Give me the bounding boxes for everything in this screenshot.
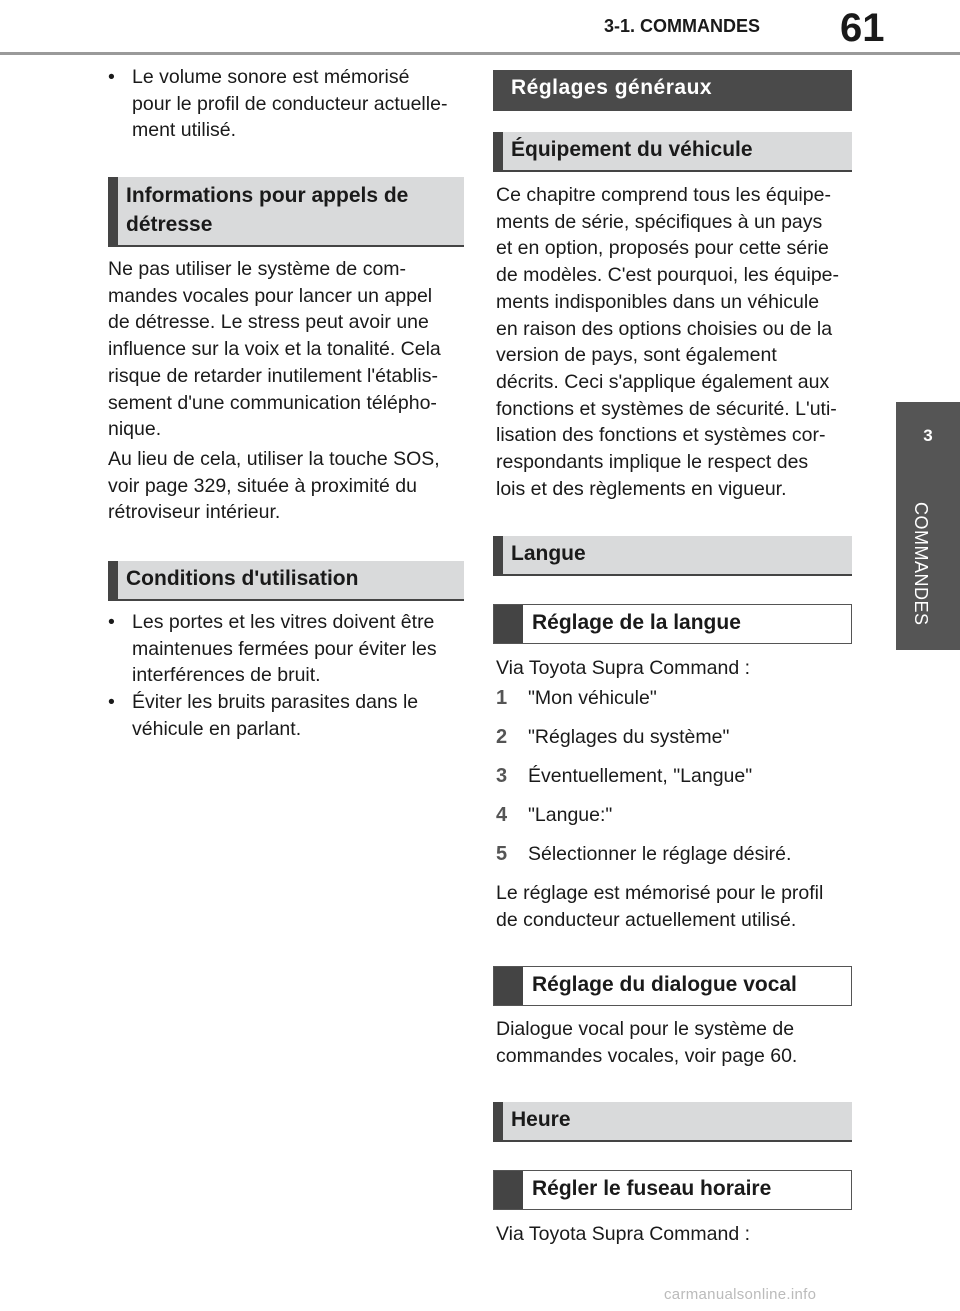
- intro-bullet: [108, 64, 468, 144]
- watermark: carmanualsonline.info: [664, 1286, 817, 1303]
- subheading-strip: [494, 605, 523, 643]
- subheading-timezone: [493, 1170, 852, 1210]
- subheading-text: Réglage du dialogue vocal: [532, 973, 797, 996]
- heading-language: [493, 536, 852, 576]
- text-line: commandes vocales, voir page 60.: [496, 1044, 798, 1067]
- step-2: [496, 724, 856, 750]
- distress-paragraph-1: [108, 256, 468, 443]
- distress-paragraph-2: [108, 446, 468, 526]
- text-line: Ne pas utiliser le système de com-: [108, 258, 407, 280]
- text-line: respondants implique le respect des: [496, 451, 809, 474]
- heading-distress-calls: [108, 177, 464, 247]
- bullet-line: Le volume sonore est mémorisé: [132, 66, 410, 88]
- text-line: nique.: [108, 418, 162, 441]
- text-line: ments indisponibles dans un véhicule: [496, 290, 820, 313]
- bullet-line: véhicule en parlant.: [132, 717, 302, 740]
- step-text: "Mon véhicule": [528, 687, 657, 709]
- text-line: et en option, proposés pour cette série: [496, 237, 829, 260]
- chapter-tab: [896, 402, 960, 650]
- step-text: "Réglages du système": [528, 726, 730, 748]
- step-number: 2: [496, 726, 508, 748]
- step-4: [496, 802, 856, 828]
- text-line: ments de série, spécifiques à un pays: [496, 210, 823, 233]
- text-line: lois et des règlements en vigueur.: [496, 477, 787, 500]
- step-1: [496, 685, 856, 711]
- text-line: de conducteur actuellement utilisé.: [496, 908, 797, 931]
- heading-text: Langue: [511, 542, 586, 565]
- text-line: Ce chapitre comprend tous les équipe-: [496, 184, 831, 206]
- subheading-text: Régler le fuseau horaire: [532, 1177, 772, 1200]
- chapter-number: 3: [923, 426, 933, 445]
- text-line: Au lieu de cela, utiliser la touche SOS,: [108, 448, 440, 470]
- heading-text: Heure: [511, 1108, 571, 1131]
- heading-conditions: [108, 561, 464, 601]
- conditions-bullet-2: [108, 689, 468, 742]
- subheading-voice-dialog: [493, 966, 852, 1006]
- section-title: 3-1. COMMANDES: [604, 16, 761, 36]
- conditions-bullet-1: [108, 609, 468, 689]
- text-line: décrits. Ceci s'applique également aux: [496, 370, 830, 393]
- text-line: version de pays, sont également: [496, 344, 777, 367]
- step-3: [496, 763, 856, 789]
- step-number: 1: [496, 687, 508, 709]
- step-text: Éventuellement, "Langue": [528, 765, 753, 787]
- equipment-paragraph: [496, 182, 856, 502]
- heading-line: détresse: [126, 213, 213, 236]
- subheading-language-setting: [493, 604, 852, 644]
- step-number: 4: [496, 804, 508, 826]
- bullet-dot: •: [108, 611, 115, 633]
- text-line: fonctions et systèmes de sécurité. L'uti-: [496, 397, 837, 420]
- text-line: sement d'une communication télépho-: [108, 391, 437, 414]
- text-line: risque de retarder inutilement l'établis-: [108, 364, 438, 387]
- voice-dialog-paragraph: [496, 1016, 856, 1069]
- text-line: influence sur la voix et la tonalité. Cela: [108, 338, 441, 361]
- bullet-line: maintenues fermées pour éviter les: [132, 637, 437, 660]
- text-line: mandes vocales pour lancer un appel: [108, 284, 433, 307]
- subheading-text: Réglage de la langue: [532, 611, 741, 634]
- bullet-line: ment utilisé.: [132, 119, 237, 142]
- text-line: voir page 329, située à proximité du: [108, 474, 417, 497]
- step-text: Sélectionner le réglage désiré.: [528, 843, 792, 865]
- text-line: Le réglage est mémorisé pour le profil: [496, 882, 824, 904]
- heading-time: [493, 1102, 852, 1142]
- text-line: de détresse. Le stress peut avoir une: [108, 311, 429, 334]
- bullet-dot: •: [108, 66, 115, 88]
- heading-text: Équipement du véhicule: [511, 138, 753, 161]
- bullet-line: Éviter les bruits parasites dans le: [132, 691, 419, 713]
- language-intro: Via Toyota Supra Command :: [496, 657, 751, 679]
- bullet-line: Les portes et les vitres doivent être: [132, 611, 435, 633]
- heading-text: Réglages généraux: [511, 76, 713, 99]
- page-number: 61: [840, 6, 885, 50]
- text-line: rétroviseur intérieur.: [108, 501, 281, 524]
- heading-line: Informations pour appels de: [126, 184, 409, 207]
- step-number: 5: [496, 843, 508, 865]
- subheading-strip: [494, 1171, 523, 1209]
- bullet-line: interférences de bruit.: [132, 664, 321, 687]
- bullet-dot: •: [108, 691, 115, 713]
- language-outro: [496, 880, 856, 933]
- heading-text: Conditions d'utilisation: [126, 567, 359, 590]
- chapter-label: COMMANDES: [911, 502, 931, 626]
- heading-general-settings: [493, 70, 852, 111]
- text-line: lisation des fonctions et systèmes cor-: [496, 424, 826, 447]
- timezone-intro: Via Toyota Supra Command :: [496, 1223, 751, 1245]
- text-line: en raison des options choisies ou de la: [496, 317, 833, 340]
- step-number: 3: [496, 765, 508, 787]
- subheading-strip: [494, 967, 523, 1005]
- step-text: "Langue:": [528, 804, 613, 826]
- bullet-line: pour le profil de conducteur actuelle-: [132, 92, 448, 115]
- text-line: Dialogue vocal pour le système de: [496, 1018, 795, 1040]
- step-5: [496, 841, 856, 867]
- header-divider: [0, 52, 960, 55]
- heading-vehicle-equipment: [493, 132, 852, 172]
- text-line: de modèles. C'est pourquoi, les équipe-: [496, 264, 840, 287]
